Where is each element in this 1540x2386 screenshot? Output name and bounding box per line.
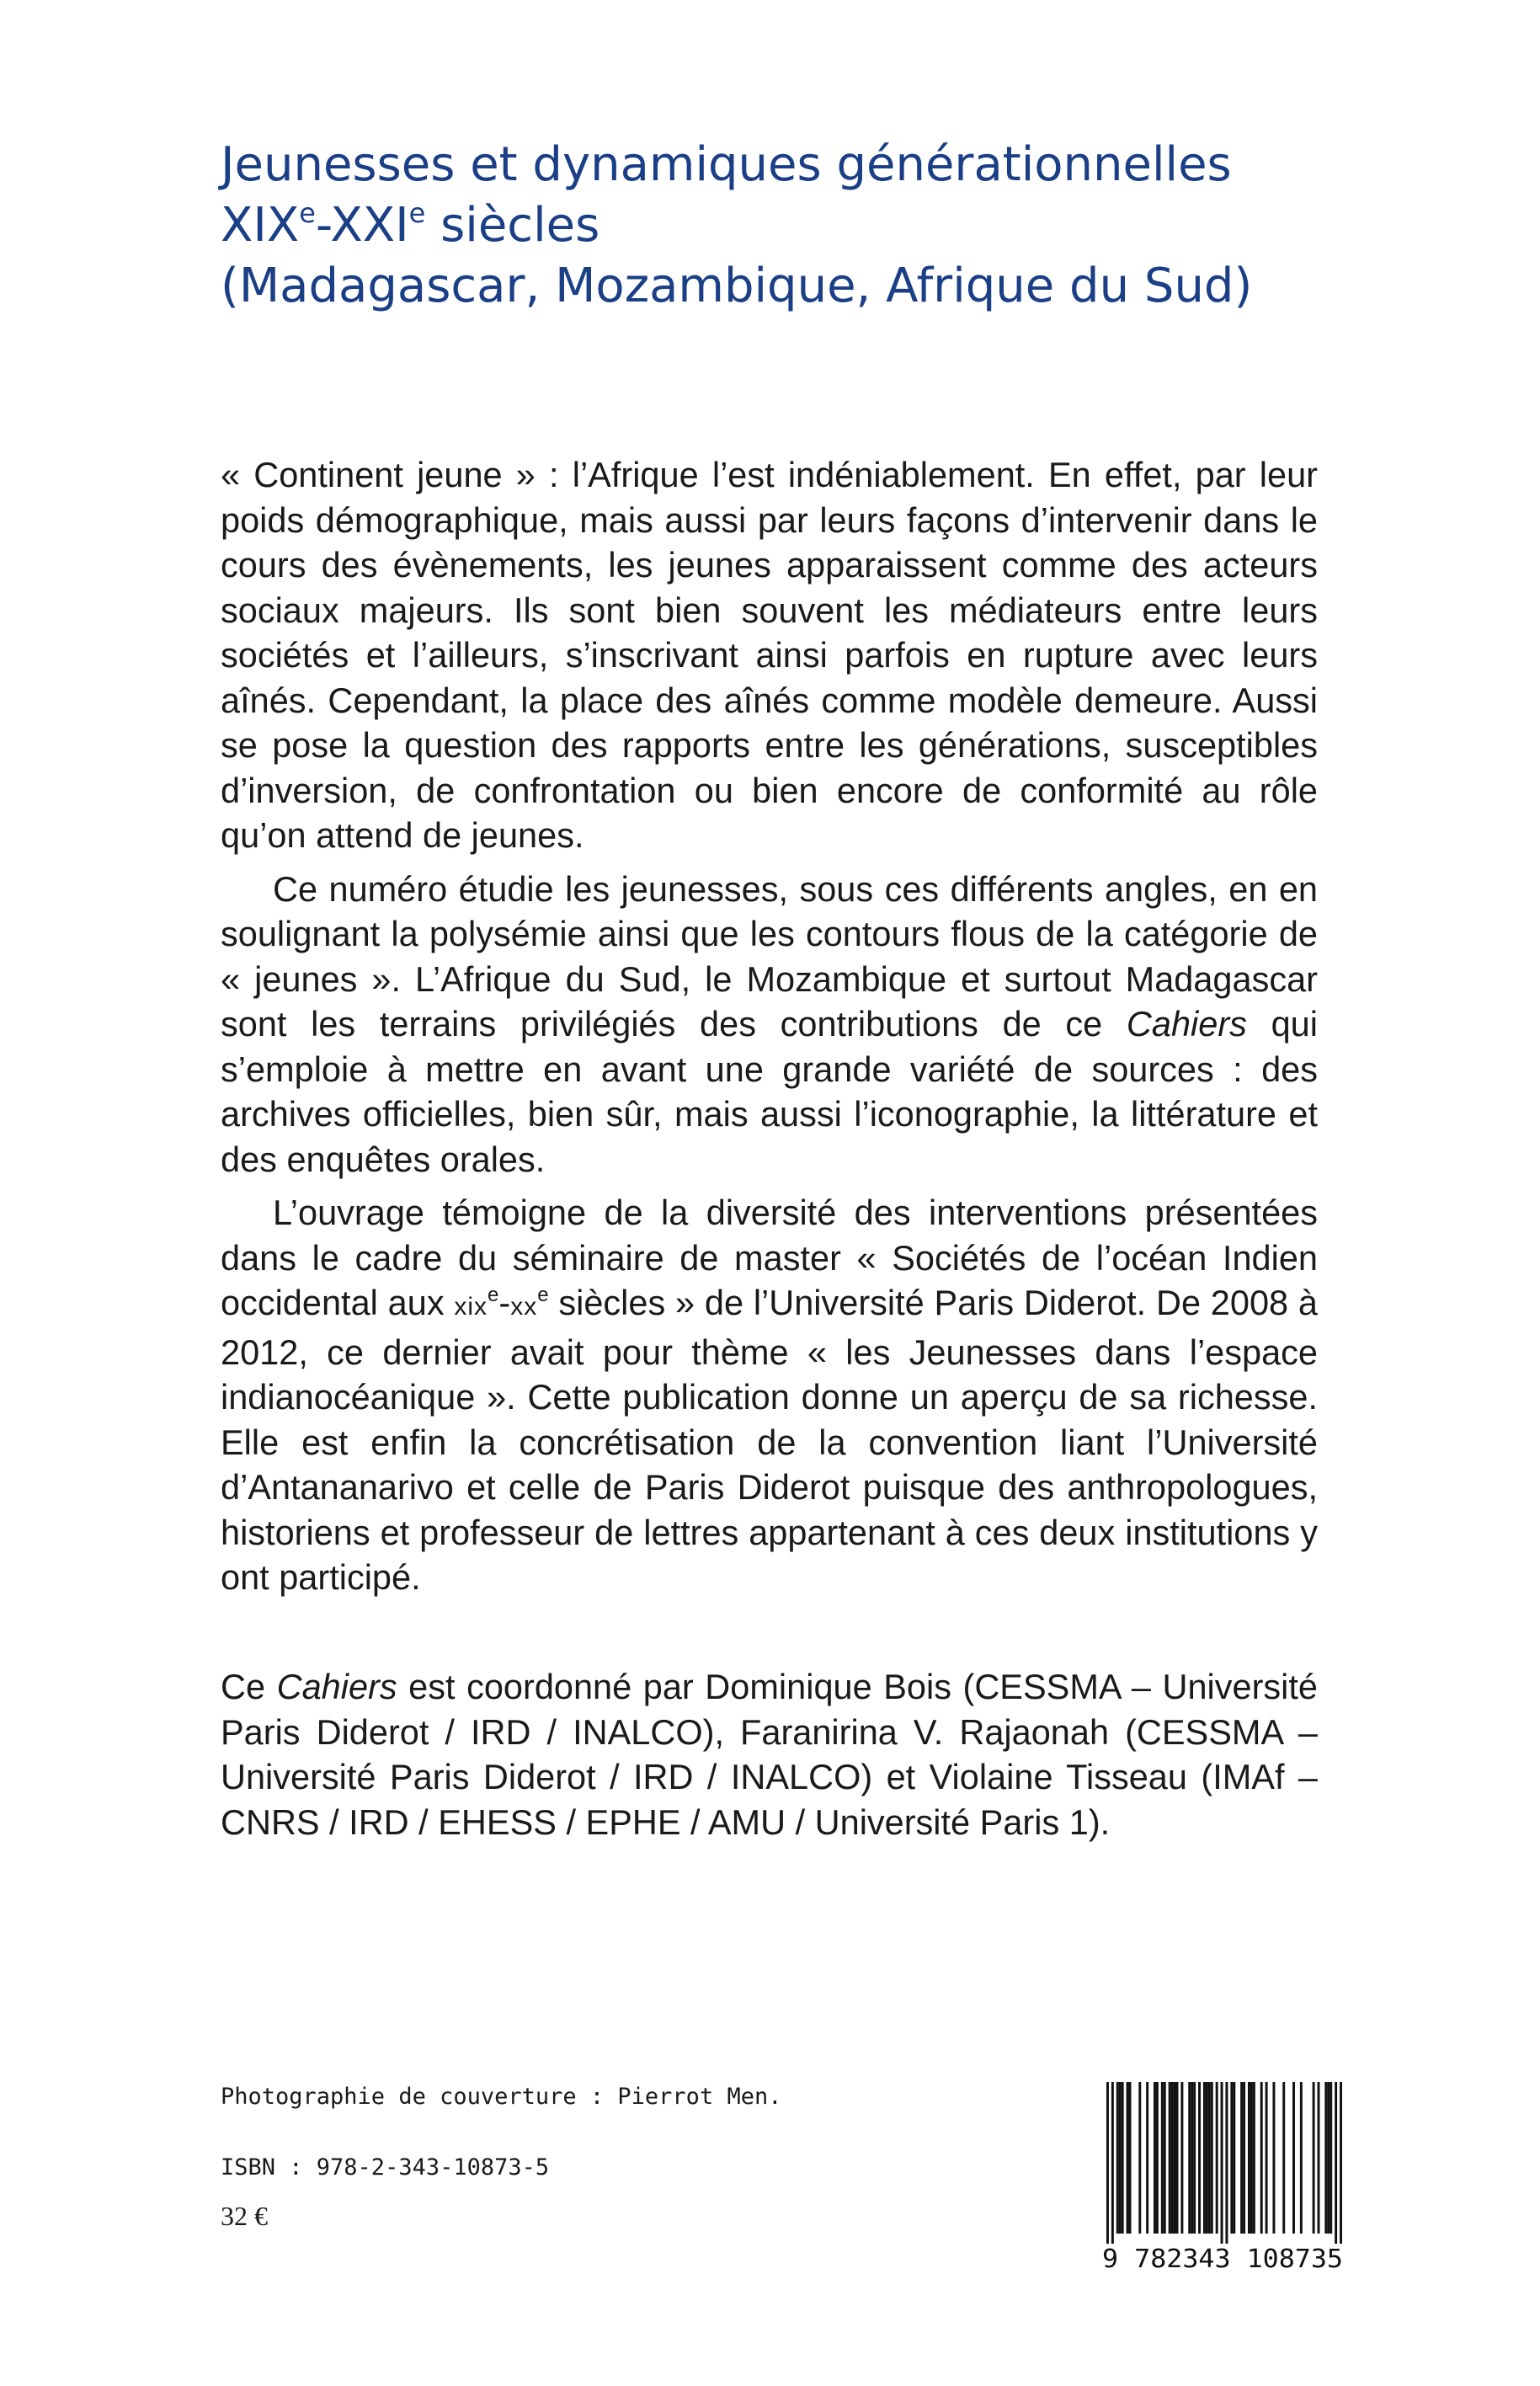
barcode-bar [1174,2082,1176,2234]
barcode-bar [1330,2082,1332,2234]
barcode-bar [1169,2082,1171,2234]
barcode-bar [1127,2082,1129,2234]
title-century-end: -XXI [315,198,409,253]
paragraph-3-text-end: siècles » de l’Université Paris Diderot. De 2008 à 2012, ce dernier avait pour thème « les Jeunesses dans l’espace indianocéanique ». Cette publication donne un aperçu de sa richesse. Elle est enfin la concrétisation de la convention liant l’Université d’Antananarivo et celle de Paris Diderot puisque des anthropologues, historiens et professeur de lettres appartenant à ces deux institutions y ont participé. [221,1283,1318,1597]
barcode-bar [1250,2082,1253,2234]
title-line-1: Jeunesses et dynamiques générationnelles [221,137,1232,192]
barcode-bar [1221,2082,1223,2244]
barcode-bar [1324,2082,1327,2234]
coordination-text-start: Ce [221,1667,277,1706]
barcode-bar [1272,2082,1275,2234]
barcode-bar [1211,2082,1213,2234]
barcode-bar [1260,2082,1263,2234]
barcode-bar [1129,2082,1132,2234]
barcode-bar [1266,2082,1268,2234]
summary-paragraph-2 [221,867,1318,1182]
barcode-bar [1116,2082,1119,2234]
barcode-bar [1188,2082,1191,2234]
barcode-bar [1122,2082,1124,2234]
barcode-bar [1282,2082,1285,2234]
barcode-bar [1180,2082,1183,2234]
barcode-bar [1198,2082,1201,2234]
paragraph-3-text-start: L’ouvrage témoigne de la diversité des interventions présentées dans le cadre du séminaire de master « Sociétés de l’océan Indien occidental aux [221,1193,1318,1322]
title-century-start: XIX [221,198,300,253]
barcode-bar [1313,2082,1315,2234]
barcode-bar [1335,2082,1337,2244]
barcode-bar [1171,2082,1174,2234]
barcode-bar [1216,2082,1218,2234]
title-superscript: e [299,197,316,229]
century-dash: - [498,1283,511,1322]
century-small-caps: xix [454,1293,488,1321]
barcode-bar [1327,2082,1330,2234]
barcode-bar [1340,2082,1342,2244]
barcode-bar [1243,2082,1245,2234]
coordination-text-end: est coordonné par Dominique Bois (CESSMA – Université Paris Diderot / IRD / INALCO), Faranirina V. Rajaonah (CESSMA – Université Paris Diderot / IRD / INALCO) et Violaine Tisseau (IMAf – CNRS / IRD / EHESS / EPHE / AMU / Université Paris 1). [221,1667,1318,1842]
barcode-bar [1248,2082,1250,2234]
century-small-caps: xx [510,1293,538,1321]
barcode-number: 9 782343 108735 [1102,2245,1343,2274]
title-line-3: (Madagascar, Mozambique, Afrique du Sud) [221,259,1253,313]
barcode-bar [1191,2082,1193,2234]
barcode-bar [1193,2082,1196,2234]
cahiers-italic: Cahiers [276,1667,397,1706]
barcode-bar [1240,2082,1243,2234]
summary-paragraph-1: « Continent jeune » : l’Afrique l’est indéniablement. En effet, par leur poids démographique, mais aussi par leurs façons d’intervenir dans le cours des évènements, les jeunes apparaissent comme des acteurs sociaux majeurs. Ils sont bien souvent les médiateurs entre leurs sociétés et l’ailleurs, s’inscrivant ainsi parfois en rupture avec leurs aînés. Cependant, la place des aînés comme modèle demeure. Aussi se pose la question des rapports entre les générations, susceptibles d’inversion, de confrontation ou bien encore de conformité au rôle qu’on attend de jeunes. [221,455,1318,855]
isbn-barcode [1096,2080,1349,2274]
barcode-bar [1318,2082,1320,2234]
summary-paragraph-3 [221,1190,1318,1600]
century-superscript: e [537,1284,549,1306]
title-line-2 [221,195,1399,256]
book-title [221,135,1399,317]
barcode-bar [1206,2082,1208,2234]
coordination-paragraph [221,1664,1318,1844]
barcode-bar [1230,2082,1233,2234]
paragraph-2-text-start: Ce numéro étudie les jeunesses, sous ces différents angles, en en soulignant la polysémie ainsi que les contours flous de la catégorie de « jeunes ». L’Afrique du Sud, le Mozambique et surtout Madagascar sont les terrains privilégiés des contributions de ce [221,868,1318,1044]
barcode-bar [1138,2082,1141,2234]
summary-text [221,452,1318,1600]
barcode-bar [1300,2082,1303,2234]
barcode-bar [1233,2082,1235,2234]
photo-credit: Photographie de couverture : Pierrot Men. [221,2084,782,2110]
barcode-bar [1156,2082,1159,2234]
barcode-bar [1253,2082,1255,2234]
barcode-bar [1164,2082,1166,2234]
barcode-bar [1161,2082,1164,2234]
coordination-text [221,1664,1318,1844]
barcode-bar [1154,2082,1156,2234]
barcode-bar [1225,2082,1228,2244]
price: 32 € [221,2201,268,2231]
century-superscript: e [488,1284,499,1306]
barcode-bar [1106,2082,1109,2244]
barcode-bar [1208,2082,1211,2234]
barcode-bar [1176,2082,1179,2234]
title-superscript: e [408,197,426,229]
barcode-bar [1111,2082,1114,2244]
cahiers-italic: Cahiers [1126,1004,1247,1044]
barcode-bar [1146,2082,1148,2234]
isbn: ISBN : 978-2-343-10873-5 [221,2154,550,2180]
barcode-bar [1292,2082,1295,2234]
paragraph-2-text-end: qui s’emploie à mettre en avant une grande variété de sources : des archives officielles, bien sûr, mais aussi l’iconographie, la littérature et des enquêtes orales. [221,1004,1318,1179]
barcode-bar [1119,2082,1122,2234]
title-centuries-word: siècles [425,198,600,253]
barcode-bar [1203,2082,1206,2234]
